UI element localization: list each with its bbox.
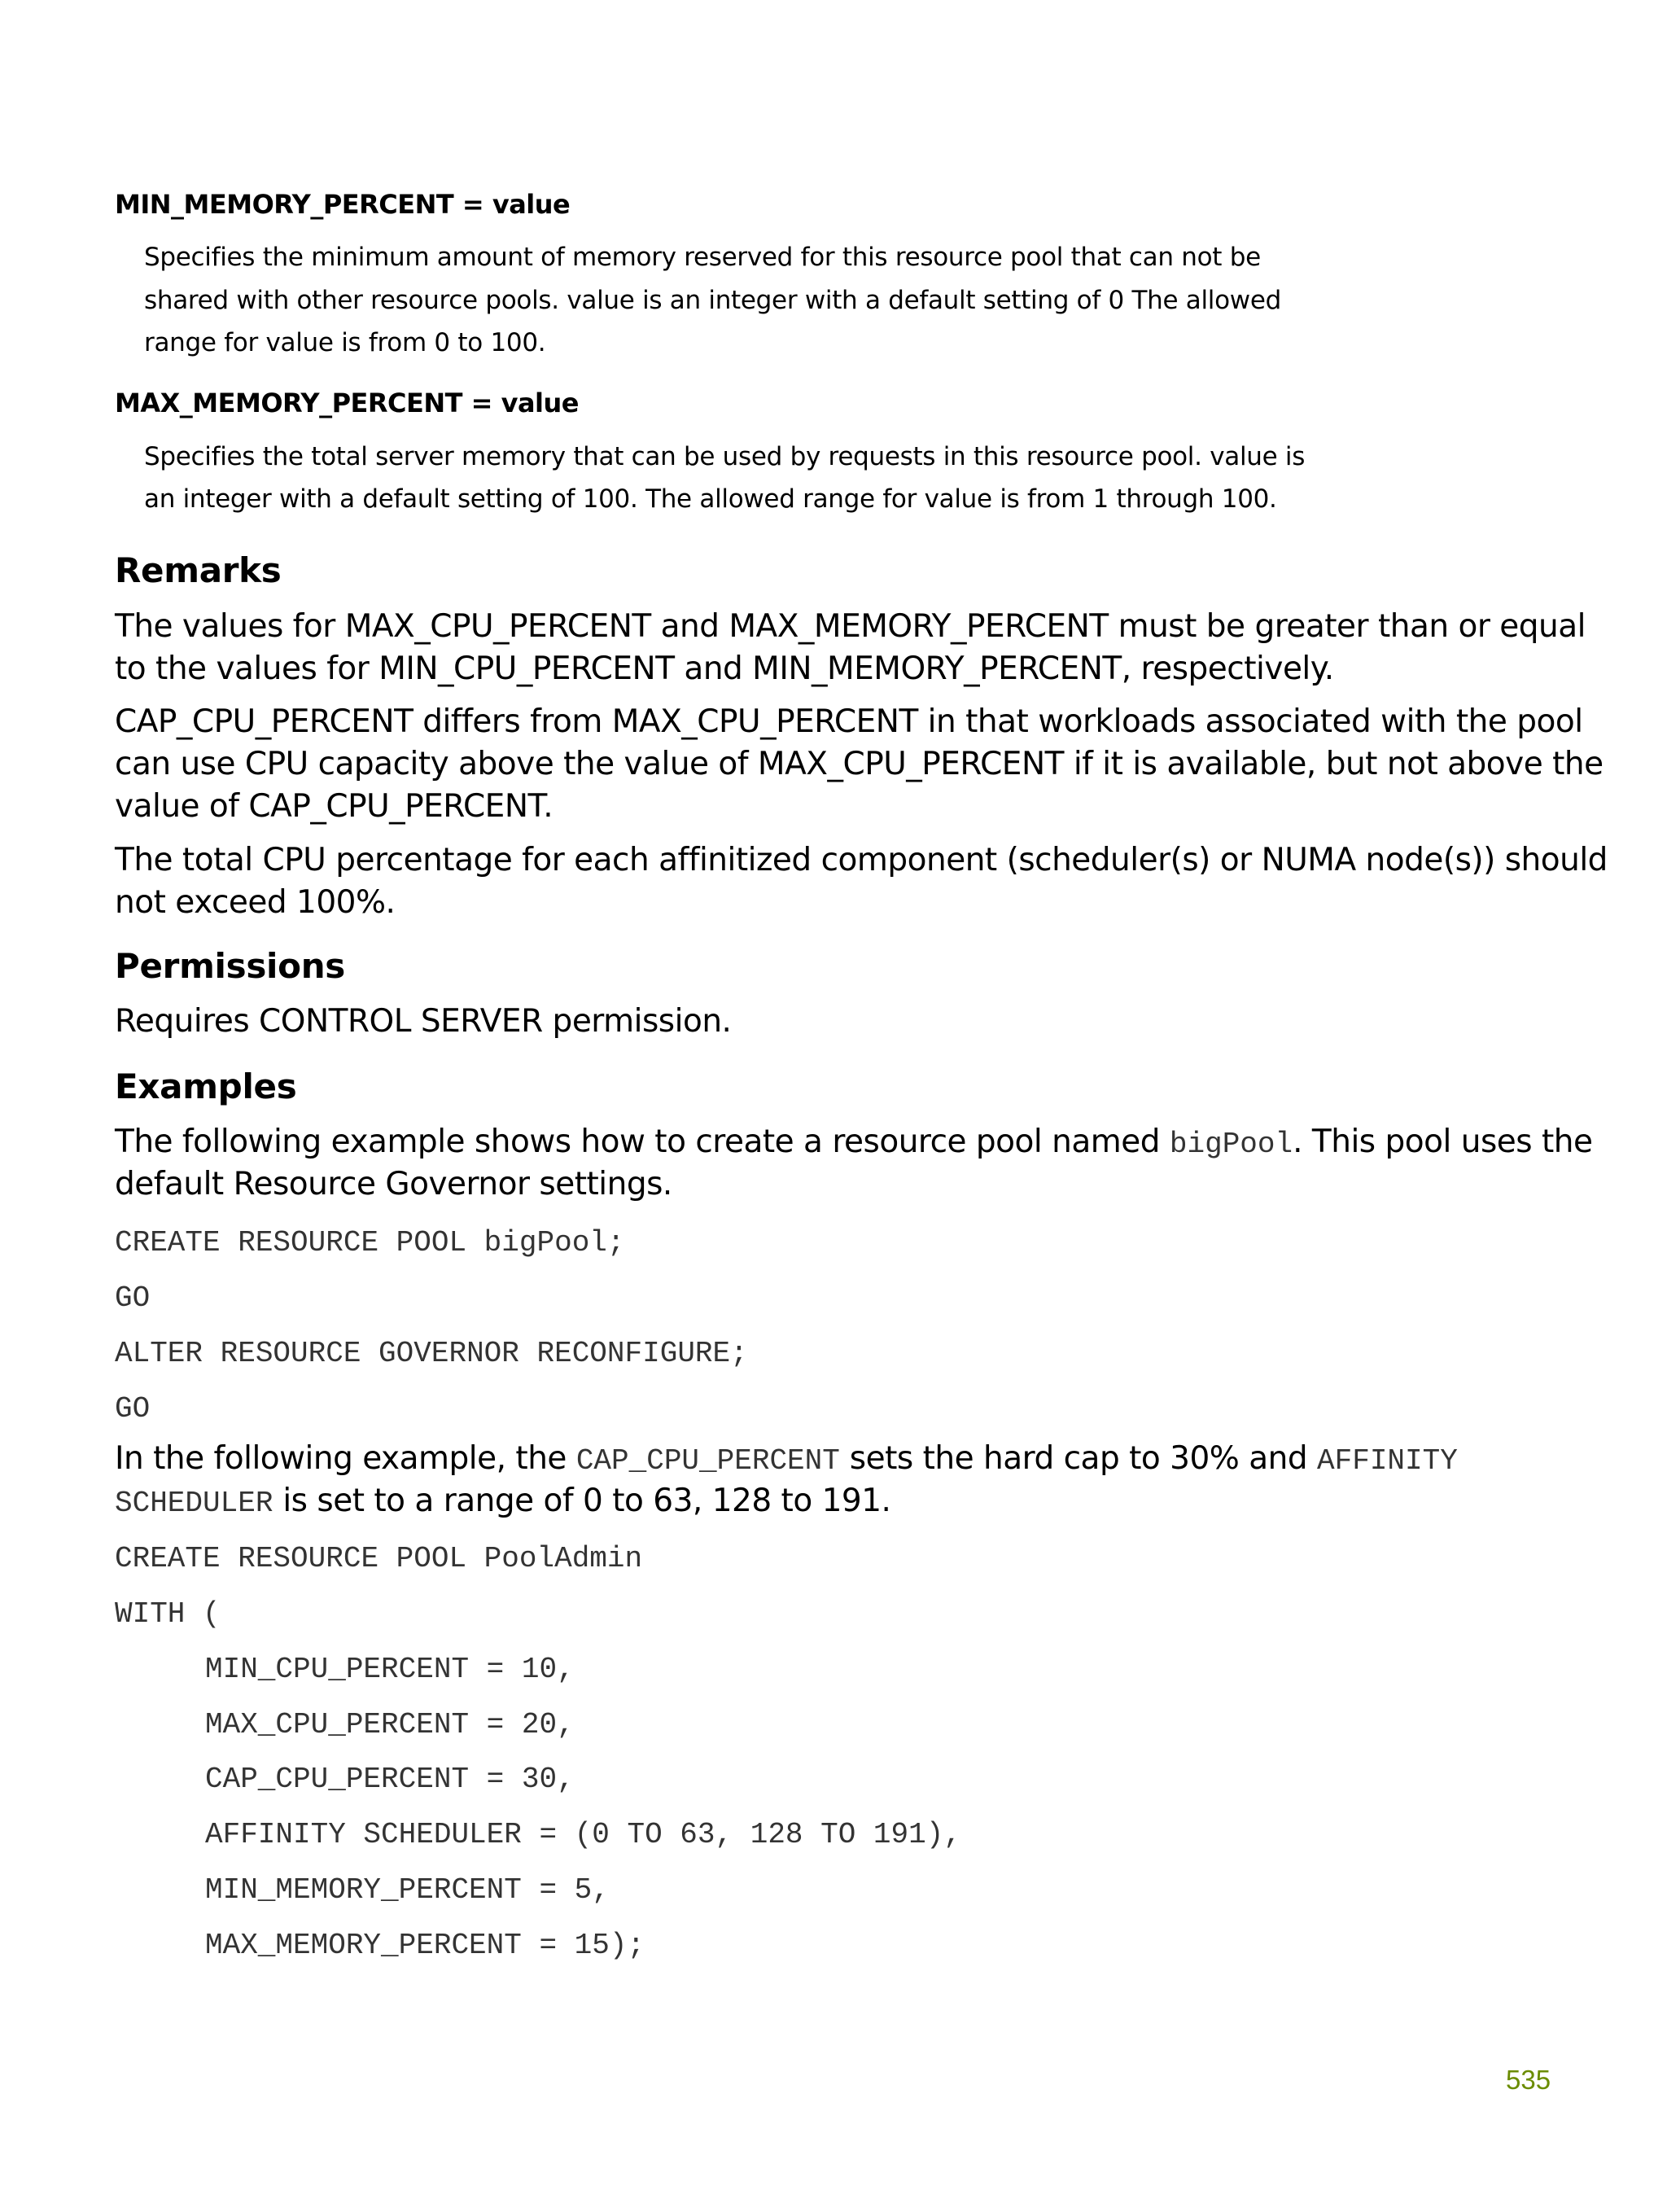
code-line: CAP_CPU_PERCENT = 30, [205,1763,575,1796]
param-heading-max-memory: MAX_MEMORY_PERCENT = value [115,388,579,418]
code-line: AFFINITY SCHEDULER = (0 TO 63, 128 TO 191), [205,1818,961,1851]
intro-text: . This pool uses the [1293,1124,1593,1160]
example-intro-line: default Resource Governor settings. [115,1166,672,1202]
inline-code: AFFINITY [1317,1444,1458,1478]
intro-text: The following example shows how to create a resource pool named [115,1124,1170,1160]
example-intro-line [115,1480,890,1525]
code-line: GO [115,1281,151,1315]
remarks-heading: Remarks [115,550,282,590]
code-line: CREATE RESOURCE POOL bigPool; [115,1226,625,1259]
code-line: WITH ( [115,1597,221,1631]
intro-text: is set to a range of 0 to 63, 128 to 191. [273,1483,891,1519]
code-line: MAX_CPU_PERCENT = 20, [205,1708,575,1741]
remarks-paragraph-line: to the values for MIN_CPU_PERCENT and MIN_MEMORY_PERCENT, respectively. [115,650,1334,687]
code-line: MIN_CPU_PERCENT = 10, [205,1653,575,1686]
param-desc-line: Specifies the minimum amount of memory reserved for this resource pool that can not be [144,243,1261,272]
code-line: ALTER RESOURCE GOVERNOR RECONFIGURE; [115,1337,748,1370]
param-heading-min-memory: MIN_MEMORY_PERCENT = value [115,189,571,220]
param-desc-line: shared with other resource pools. value is an integer with a default setting of 0 The allowed [144,286,1281,315]
page-number: 535 [1506,2065,1551,2095]
remarks-paragraph-line: The total CPU percentage for each affinitized component (scheduler(s) or NUMA node(s)) should [115,842,1608,878]
permissions-text: Requires CONTROL SERVER permission. [115,1003,732,1040]
remarks-paragraph-line: The values for MAX_CPU_PERCENT and MAX_MEMORY_PERCENT must be greater than or equal [115,608,1586,645]
param-desc-line: an integer with a default setting of 100. The allowed range for value is from 1 through 100. [144,484,1277,514]
remarks-paragraph-line: CAP_CPU_PERCENT differs from MAX_CPU_PERCENT in that workloads associated with the pool [115,703,1583,740]
inline-code: CAP_CPU_PERCENT [575,1444,840,1478]
remarks-paragraph-line: can use CPU capacity above the value of MAX_CPU_PERCENT if it is available, but not above the [115,746,1604,782]
example-intro-line [115,1121,1592,1166]
permissions-heading: Permissions [115,946,345,986]
param-desc-line: range for value is from 0 to 100. [144,328,546,357]
intro-text: In the following example, the [115,1440,576,1477]
param-desc-line: Specifies the total server memory that can be used by requests in this resource pool. value is [144,442,1306,471]
code-line: CREATE RESOURCE POOL PoolAdmin [115,1542,643,1575]
code-line: GO [115,1392,151,1426]
intro-text: sets the hard cap to 30% and [839,1440,1318,1477]
remarks-paragraph-line: value of CAP_CPU_PERCENT. [115,788,553,825]
example-intro-line [115,1438,1458,1483]
inline-code: SCHEDULER [115,1487,273,1520]
code-line: MAX_MEMORY_PERCENT = 15); [205,1929,645,1962]
code-line: MIN_MEMORY_PERCENT = 5, [205,1873,610,1907]
remarks-paragraph-line: not exceed 100%. [115,884,396,921]
inline-code: bigPool [1169,1128,1293,1161]
examples-heading: Examples [115,1067,297,1106]
